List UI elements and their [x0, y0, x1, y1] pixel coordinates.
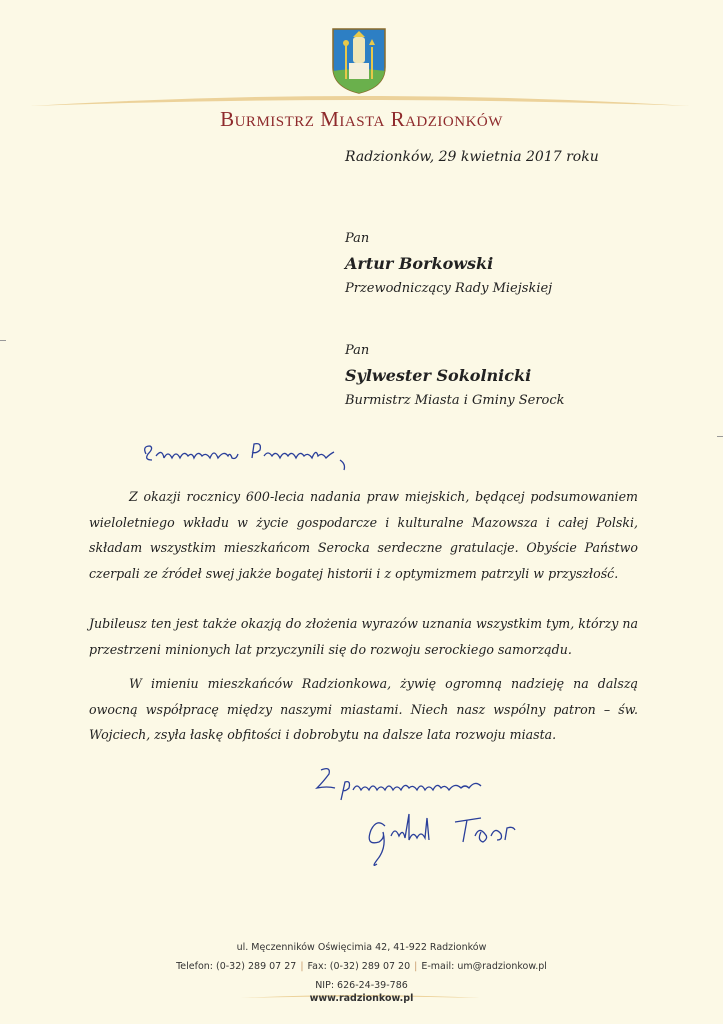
- addressee-2: [345, 343, 565, 408]
- footer-contact-line: [0, 957, 723, 976]
- coat-of-arms-icon: [331, 27, 387, 95]
- footer-phone: Telefon: (0-32) 289 07 27: [176, 961, 297, 972]
- addressee-salutation: Pan: [345, 343, 370, 358]
- fold-mark: [0, 340, 6, 341]
- addressee-name: Sylwester Sokolnicki: [345, 366, 532, 385]
- addressee-1: [345, 231, 552, 296]
- footer-fax: Fax: (0-32) 289 07 20: [307, 961, 411, 972]
- letter-footer: [0, 938, 723, 995]
- handwritten-closing-and-signature: [305, 760, 565, 870]
- addressee-name: Artur Borkowski: [345, 254, 494, 273]
- footer-email[interactable]: E-mail: um@radzionkow.pl: [421, 961, 547, 972]
- footer-nip: NIP: 626-24-39-786: [315, 980, 408, 991]
- handwritten-signature: [369, 814, 515, 865]
- footer-separator: |: [414, 961, 418, 972]
- handwritten-greeting: [140, 432, 400, 472]
- date-line: Radzionków, 29 kwietnia 2017 roku: [345, 149, 599, 165]
- footer-address: ul. Męczenników Oświęcimia 42, 41-922 Radzionków: [236, 942, 487, 953]
- office-title: Burmistrz Miasta Radzionków: [220, 107, 503, 131]
- body-paragraph-3: W imieniu mieszkańców Radzionkowa, żywię ogromną nadzieję na dalszą owocną współpracę między naszymi miastami. Niech nasz wspólny patron – św. Wojciech, zsyła łaskę obfitości i dobrobytu na dalsze lata rozwoju miasta.: [89, 676, 638, 742]
- addressee-salutation: Pan: [345, 231, 370, 246]
- body-paragraph-2: Jubileusz ten jest także okazją do złożenia wyrazów uznania wszystkim tym, którzy na przestrzeni minionych lat przyczynili się do rozwoju serockiego samorządu.: [89, 616, 638, 657]
- footer-website[interactable]: www.radzionkow.pl: [309, 993, 414, 1004]
- handwritten-closing: [317, 769, 481, 800]
- footer-separator: |: [300, 961, 304, 972]
- body-paragraph-1: Z okazji rocznicy 600-lecia nadania praw miejskich, będącej podsumowaniem wieloletniego wkładu w życie gospodarcze i kulturalne Mazowsza i całej Polski, składam wszystkim mieszkańcom Serocka serdeczne gratulacje. Obyście Państwo czerpali ze źródeł swej jakże bogatej historii i z optymizmem patrzyli w przyszłość.: [89, 489, 638, 581]
- addressee-role: Przewodniczący Rady Miejskiej: [345, 281, 553, 296]
- fold-mark: [717, 436, 723, 437]
- addressee-role: Burmistrz Miasta i Gminy Serock: [345, 393, 565, 408]
